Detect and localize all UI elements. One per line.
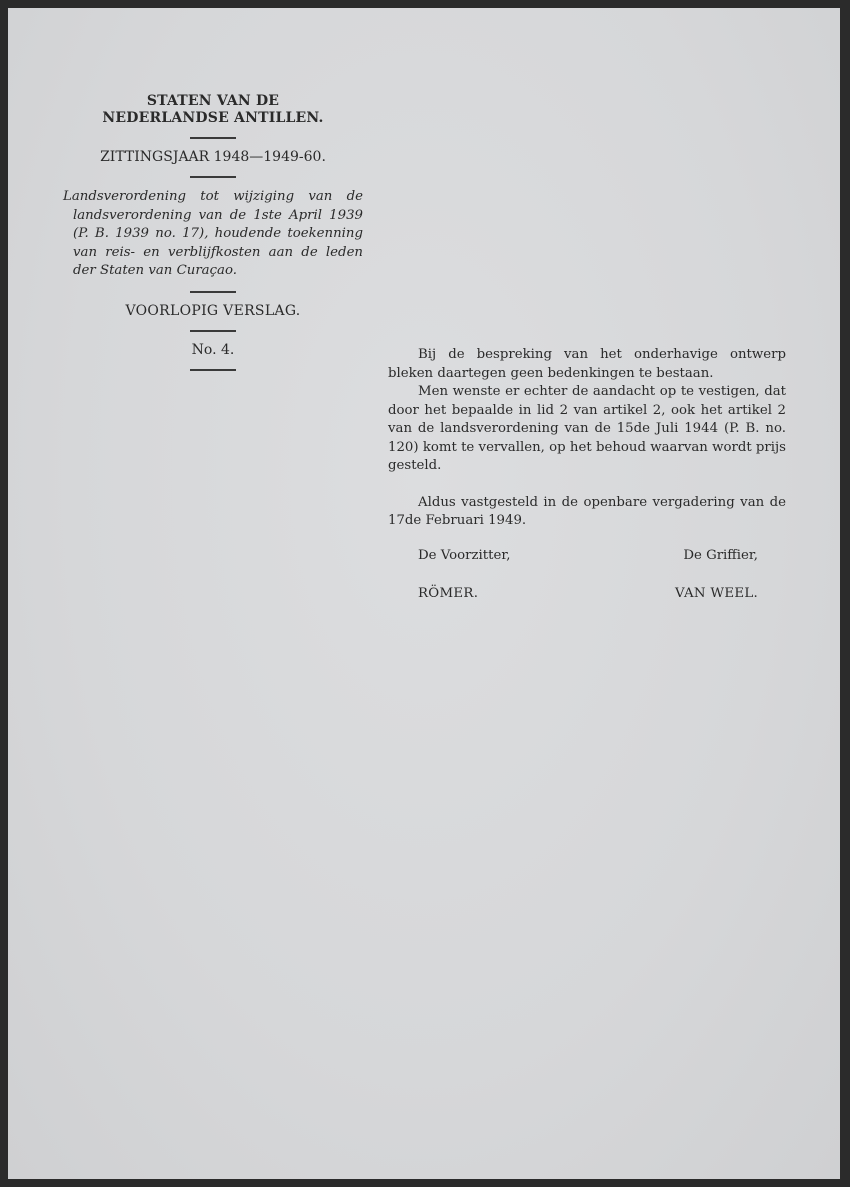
header-column xyxy=(63,93,363,381)
document-number: No. 4. xyxy=(191,341,235,358)
title-line-2: NEDERLANDSE ANTILLEN. xyxy=(102,110,324,126)
divider-rule xyxy=(190,176,236,178)
body-paragraph-3: Aldus vastgesteld in de openbare vergadering van de 17de Februari 1949. xyxy=(388,494,786,528)
clerk-name: VAN WEEL. xyxy=(674,585,758,601)
document-page xyxy=(8,8,840,1179)
divider-rule xyxy=(190,369,236,371)
clerk-title: De Griffier, xyxy=(683,547,758,563)
divider-rule xyxy=(190,137,236,139)
session-year: ZITTINGSJAAR 1948—1949-60. xyxy=(100,149,326,165)
report-body xyxy=(388,346,786,605)
body-paragraph-2: Men wenste er echter de aandacht op te vestigen, dat door het bepaalde in lid 2 van artikel 2, ook het artikel 2 van de landsverordening van de 15de Juli 1944 (P. B. no. 120) komt te vervallen, op het behoud waarvan wordt prijs gesteld. xyxy=(388,384,786,473)
report-type: VOORLOPIG VERSLAG. xyxy=(125,302,301,319)
signature-titles xyxy=(388,547,786,567)
signature-names xyxy=(388,585,786,605)
divider-rule xyxy=(190,291,236,293)
chair-title: De Voorzitter, xyxy=(418,547,511,563)
divider-rule xyxy=(190,330,236,332)
body-paragraph-1: Bij de bespreking van het onderhavige ontwerp bleken daartegen geen bedenkingen te bestaan. xyxy=(388,347,786,381)
chair-name: RÖMER. xyxy=(418,585,479,601)
ordinance-description: Landsverordening tot wijziging van de landsverordening van de 1ste April 1939 (P. B. 1939 no. 17), houdende toekenning van reis- en verblijfkosten aan de leden der Staten van Curaçao. xyxy=(63,189,363,278)
title-line-1: STATEN VAN DE xyxy=(146,93,280,109)
